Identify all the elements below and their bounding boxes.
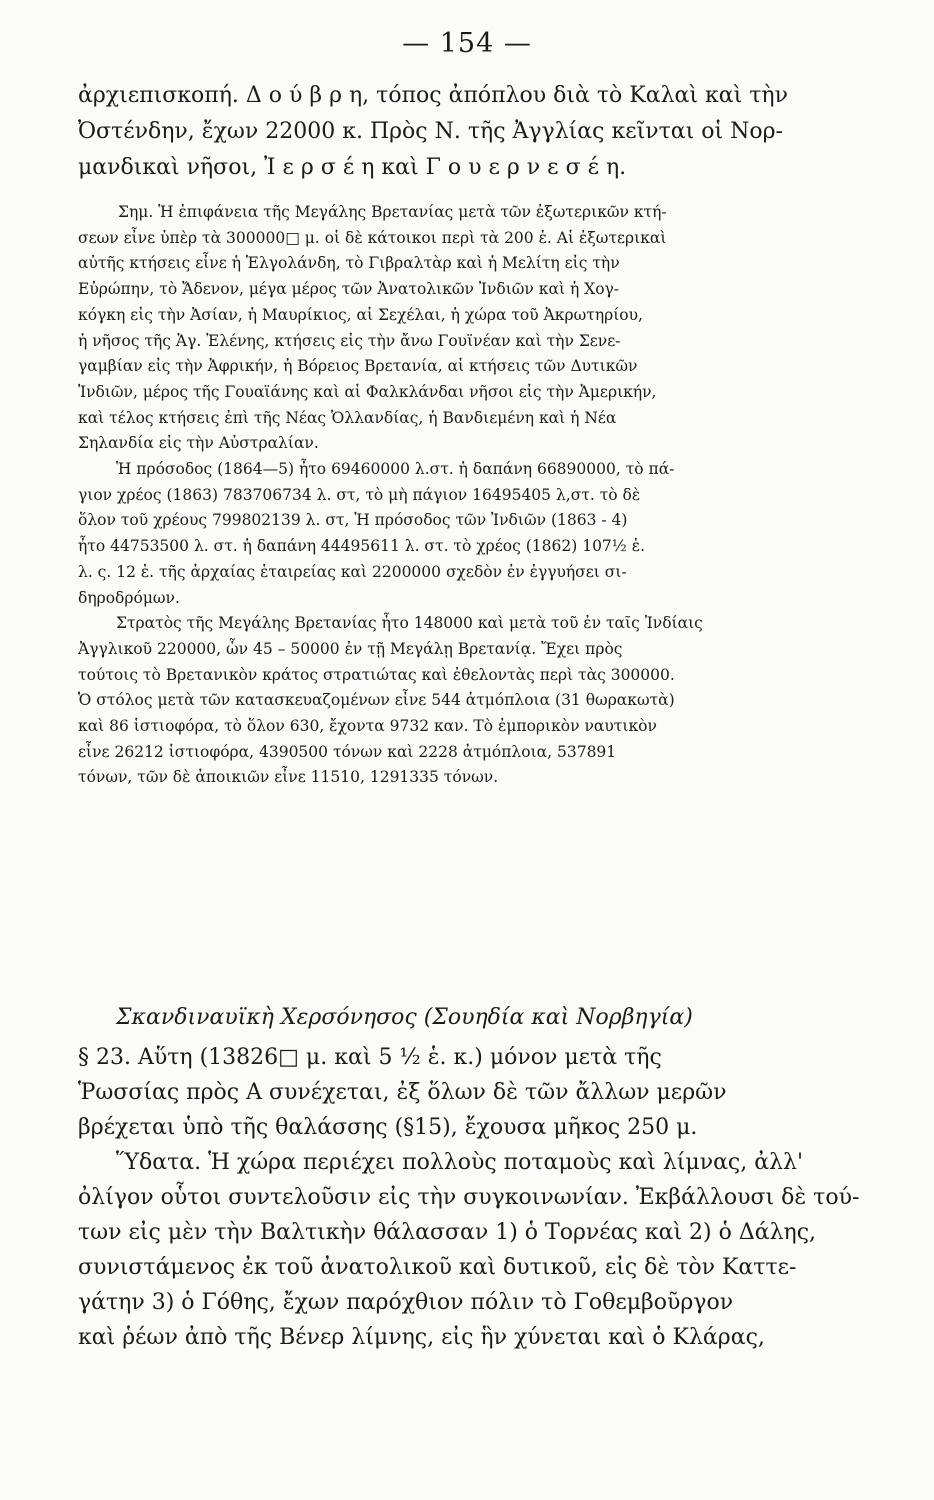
text-line: καὶ τέλος κτήσεις ἐπὶ τῆς Νέας Ὁλλανδίας, ἡ Βανδιεμένη καὶ ἡ Νέα xyxy=(78,408,617,427)
text-line: λ. ς. 12 ἑ. τῆς ἀρχαίας ἑταιρείας καὶ 2200000 σχεδὸν ἐν ἐγγυήσει σι- xyxy=(78,562,627,581)
text-line: κόγκη εἰς τὴν Ἀσίαν, ἡ Μαυρίκιος, αἱ Σεχέλαι, ἡ χώρα τοῦ Ἀκρωτηρίου, xyxy=(78,305,643,324)
text-line: § 23. Αὕτη (13826□ μ. καὶ 5 ½ ἑ. κ.) μόνον μετὰ τῆς xyxy=(78,1045,662,1070)
text-line: Σημ. Ἡ ἐπιφάνεια τῆς Μεγάλης Βρετανίας μετὰ τῶν ἐξωτερικῶν κτή- xyxy=(118,203,667,221)
text-line: ἦτο 44753500 λ. στ. ἡ δαπάνη 44495611 λ. στ. τὸ χρέος (1862) 107½ ἑ. xyxy=(78,537,645,556)
text-line: γάτην 3) ὁ Γόθης, ἔχων παρόχθιον πόλιν τὸ Γοθεμβοῦργον xyxy=(78,1290,734,1315)
page-number: — 154 — xyxy=(402,28,532,59)
text-line: καὶ 86 ἱστιοφόρα, τὸ ὅλον 630, ἔχοντα 9732 καν. Τὸ ἐμπορικὸν ναυτικὸν xyxy=(78,717,657,736)
text-line: ἀρχιεπισκοπή. Δ ο ύ β ρ η, τόπος ἀπόπλου διὰ τὸ Καλαὶ καὶ τὴν xyxy=(78,83,788,108)
text-line: αὐτῆς κτήσεις εἶνε ἡ Ἑλγολάνδη, τὸ Γιβραλτὰρ καὶ ἡ Μελίτη εἰς τὴν xyxy=(78,254,620,273)
text-line: ἡ νῆσος τῆς Ἁγ. Ἑλένης, κτήσεις εἰς τὴν ἄνω Γουϊνέαν καὶ τὴν Σενε- xyxy=(78,331,621,350)
text-line: γαμβίαν εἰς τὴν Ἀφρικήν, ἡ Βόρειος Βρετανία, αἱ κτήσεις τῶν Δυτικῶν xyxy=(78,357,638,376)
text-line: Ἰνδιῶν, μέρος τῆς Γουαϊάνης καὶ αἱ Φαλκλάνδαι νῆσοι εἰς τὴν Ἀμερικήν, xyxy=(78,382,657,401)
text-line: ὅλον τοῦ χρέους 799802139 λ. στ, Ἡ πρόσοδος τῶν Ἰνδιῶν (1863 - 4) xyxy=(78,511,628,530)
text-line: Ἡ πρόσοδος (1864—5) ἦτο 69460000 λ.στ. ἡ δαπάνη 66890000, τὸ πά- xyxy=(116,460,675,479)
text-line: Ὁ στόλος μετὰ τῶν κατασκευαζομένων εἶνε 544 ἀτμόπλοια (31 θωρακωτὰ) xyxy=(78,691,675,710)
text-line: Ὕδατα. Ἡ χώρα περιέχει πολλοὺς ποταμοὺς καὶ λίμνας, ἀλλ' xyxy=(116,1150,804,1175)
text-line: τόνων, τῶν δὲ ἀποικιῶν εἶνε 11510, 1291335 τόνων. xyxy=(78,768,499,787)
top-paragraph xyxy=(78,78,878,186)
text-line: Σηλανδία εἰς τὴν Αὐστραλίαν. xyxy=(78,434,319,453)
text-line: Εὐρώπην, τὸ Ἄδενον, μέγα μέρος τῶν Ἀνατολικῶν Ἰνδιῶν καὶ ἡ Χογ- xyxy=(78,280,620,299)
text-line: συνιστάμενος ἐκ τοῦ ἀνατολικοῦ καὶ δυτικοῦ, εἰς δὲ τὸν Καττε- xyxy=(78,1255,797,1280)
text-line: Ἀγγλικοῦ 220000, ὧν 45 – 50000 ἐν τῇ Μεγάλῃ Βρετανίᾳ. Ἔχει πρὸς xyxy=(78,639,623,658)
text-line: δηροδρόμων. xyxy=(78,588,180,607)
text-line: των εἰς μὲν τὴν Βαλτικὴν θάλασσαν 1) ὁ Τορνέας καὶ 2) ὁ Δάλης, xyxy=(78,1220,817,1245)
text-line: ὀλίγον οὗτοι συντελοῦσιν εἰς τὴν συγκοινωνίαν. Ἐκβάλλουσι δὲ τού- xyxy=(78,1185,860,1210)
text-line: σεων εἶνε ὑπὲρ τὰ 300000□ μ. οἱ δὲ κάτοικοι περὶ τὰ 200 ἑ. Αἱ ἐξωτερικαὶ xyxy=(78,228,667,247)
section-heading: Σκανδιναυϊκὴ Χερσόνησος (Σουηδία καὶ Νορβηγία) xyxy=(116,1005,693,1030)
text-line: καὶ ῥέων ἀπὸ τῆς Βένερ λίμνης, εἰς ἣν χύνεται καὶ ὁ Κλάρας, xyxy=(78,1325,765,1350)
text-line: Ῥωσσίας πρὸς Α συνέχεται, ἐξ ὅλων δὲ τῶν ἄλλων μερῶν xyxy=(78,1080,727,1105)
text-line: βρέχεται ὑπὸ τῆς θαλάσσης (§15), ἔχουσα μῆκος 250 μ. xyxy=(78,1115,698,1140)
text-line: τούτοις τὸ Βρετανικὸν κράτος στρατιώτας καὶ ἐθελοντὰς περὶ τὰς 300000. xyxy=(78,665,675,684)
text-line: εἶνε 26212 ἱστιοφόρα, 4390500 τόνων καὶ 2228 ἀτμόπλοια, 537891 xyxy=(78,742,617,761)
text-line: μανδικαὶ νῆσοι, Ἰ ε ρ σ έ η καὶ Γ ο υ ε ρ ν ε σ έ η. xyxy=(78,155,627,180)
text-line: Στρατὸς τῆς Μεγάλης Βρετανίας ἦτο 148000 καὶ μετὰ τοῦ ἐν ταῖς Ἰνδίαις xyxy=(116,614,703,633)
text-line: γιον χρέος (1863) 783706734 λ. στ, τὸ μὴ πάγιον 16495405 λ,στ. τὸ δὲ xyxy=(78,485,641,504)
notes-section xyxy=(78,200,878,791)
text-line: Ὀστένδην, ἔχων 22000 κ. Πρὸς Ν. τῆς Ἀγγλίας κεῖνται οἱ Νορ- xyxy=(78,119,783,144)
section-text xyxy=(78,1040,878,1355)
